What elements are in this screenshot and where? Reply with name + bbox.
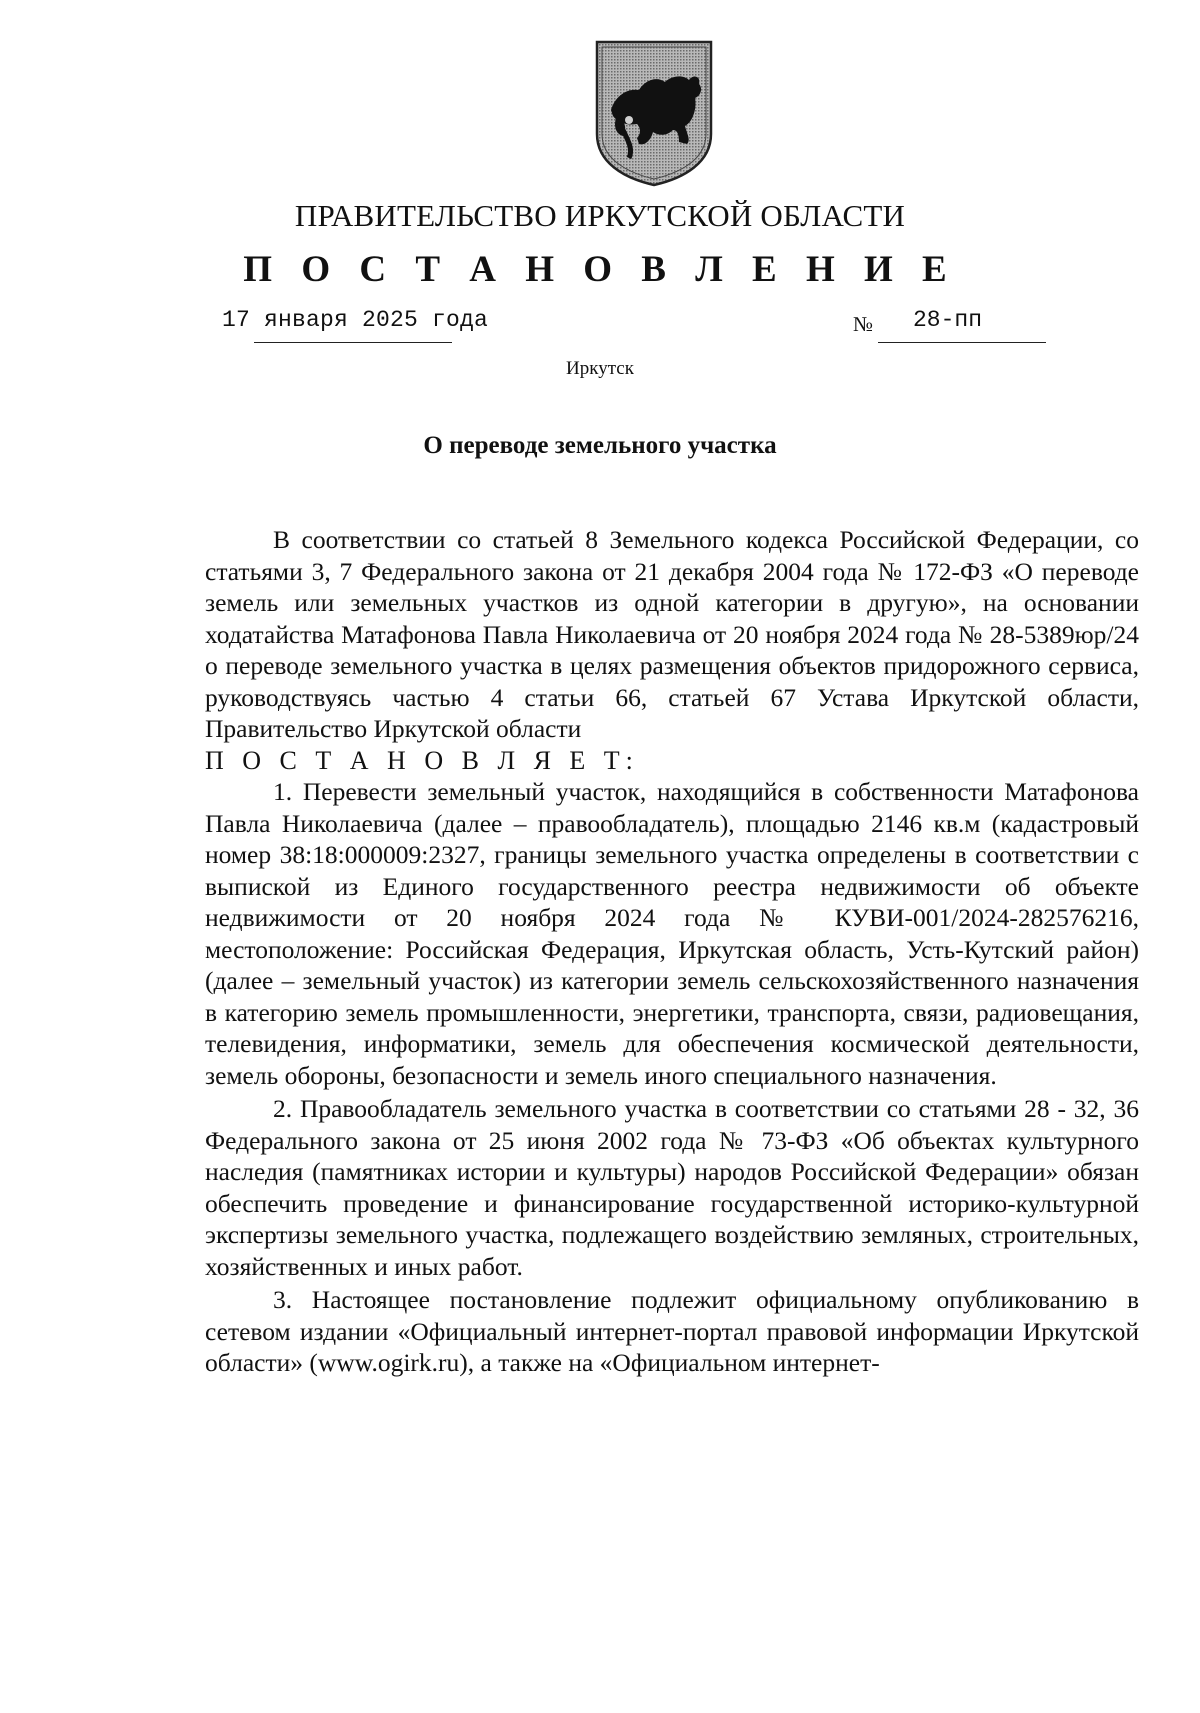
item-paragraph-2: 2. Правообладатель земельного участка в соответствии со статьями 28 - 32, 36 Федерального закона от 25 июня 2002 года № 73-ФЗ «Об объектах культурного наследия (памятниках истории и культуры) народов Российской Федерации» обязан обеспечить проведение и финансирование государственной историко-культурной экспертизы земельного участка, подлежащего воздействию земляных, строительных, хозяйственных и иных работ. [205, 1094, 1139, 1281]
coat-of-arms-icon [593, 38, 715, 188]
date-underline [254, 342, 452, 343]
city: Иркутск [566, 358, 634, 379]
decree-word: П О С Т А Н О В Л Я Е Т: [205, 745, 639, 775]
preamble-paragraph: В соответствии со статьей 8 Земельного кодекса Российской Федерации, со статьями 3, 7 Федерального закона от 21 декабря 2004 года № 172-ФЗ «О переводе земель или земельных участков из одной категории в другую», на основании ходатайства Матафонова Павла Николаевича от 20 ноября 2024 года № 28-5389юр/24 о переводе земельного участка в целях размещения объектов придорожного сервиса, руководствуясь частью 4 статьи 66, статьей 67 Устава Иркутской области, Правительство Иркутской области [205, 525, 1139, 743]
document-body [205, 524, 1139, 1379]
item-paragraph-3: 3. Настоящее постановление подлежит официальному опубликованию в сетевом издании «Официальный интернет-портал правовой информации Иркутской области» (www.ogirk.ru), а также на «Официальном интернет- [205, 1285, 1139, 1377]
government-name: ПРАВИТЕЛЬСТВО ИРКУТСКОЙ ОБЛАСТИ [294, 198, 906, 233]
document-title: О переводе земельного участка [423, 432, 777, 459]
document-type: П О С Т А Н О В Л Е Н И Е [243, 249, 957, 290]
number-sign: № [853, 312, 874, 336]
number-underline [878, 342, 1046, 343]
document-number: 28-пп [913, 307, 983, 333]
document-date: 17 января 2025 года [222, 307, 489, 333]
item-paragraph-1: 1. Перевести земельный участок, находящийся в собственности Матафонова Павла Николаевича (далее – правообладатель), площадью 2146 кв.м (кадастровый номер 38:18:000009:2327, границы земельного участка определены в соответствии с выпиской из Единого государственного реестра недвижимости об объекте недвижимости от 20 ноября 2024 года № КУВИ-001/2024-282576216, местоположение: Российская Федерация, Иркутская область, Усть-Кутский район) (далее – земельный участок) из категории земель сельскохозяйственного назначения в категорию земель промышленности, энергетики, транспорта, связи, радиовещания, телевидения, информатики, земель для обеспечения космической деятельности, земель обороны, безопасности и земель иного специального назначения. [205, 777, 1139, 1090]
